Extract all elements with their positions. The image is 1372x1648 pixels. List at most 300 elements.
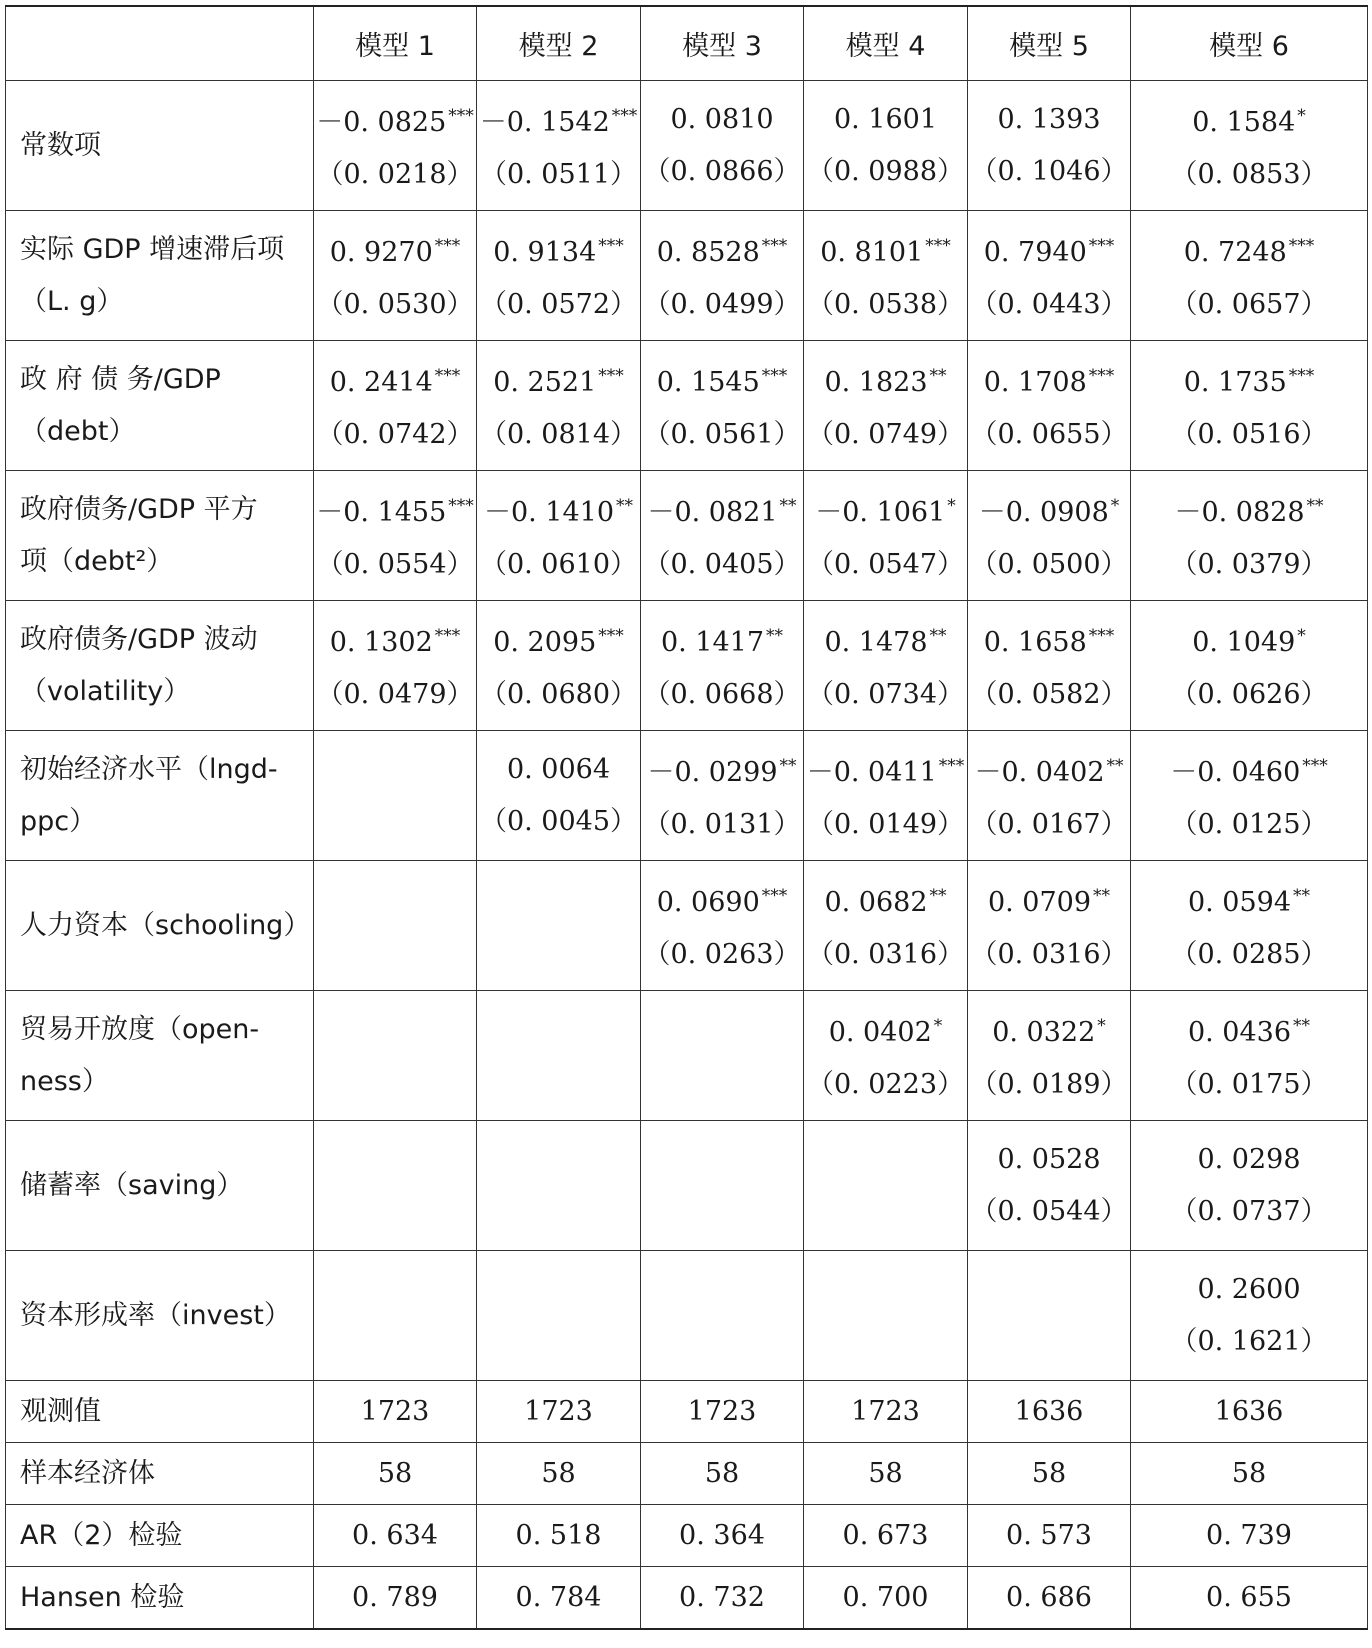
summary-value: 0. 634 <box>314 1505 477 1567</box>
header-row <box>6 6 1368 81</box>
coefficient-number: 0. 1708 <box>983 367 1087 398</box>
header-cell-model-1: 模型 1 <box>314 6 477 81</box>
summary-value: 0. 518 <box>477 1505 641 1567</box>
coefficient-number: 0. 1735 <box>1183 367 1287 398</box>
coefficient-value <box>641 94 803 146</box>
summary-row <box>6 1567 1368 1630</box>
coefficient-value <box>477 90 640 149</box>
coefficient-value <box>1131 220 1367 279</box>
coefficient-cell <box>641 211 804 341</box>
coefficient-value <box>968 740 1130 799</box>
row-label-line-1: 政 府 债 务/GDP <box>20 363 221 395</box>
standard-error: （0. 0443） <box>970 289 1128 320</box>
significance-stars: * <box>1297 106 1306 126</box>
significance-stars: ** <box>1106 756 1124 776</box>
significance-stars: ** <box>1093 886 1111 906</box>
coefficient-cell <box>804 341 968 471</box>
summary-value: 0. 732 <box>641 1567 804 1630</box>
coefficient-cell <box>1131 1251 1368 1381</box>
standard-error: （0. 0626） <box>1170 679 1328 710</box>
coefficient-value <box>641 740 803 799</box>
row-label-line-2: （L. g） <box>20 285 124 317</box>
coefficient-cell <box>804 991 968 1121</box>
significance-stars: *** <box>434 236 461 256</box>
coefficient-value <box>804 220 967 279</box>
coefficient-cell <box>477 1251 641 1381</box>
coefficient-cell <box>968 1251 1131 1381</box>
significance-stars: ** <box>616 496 634 516</box>
coefficient-number: 0. 8101 <box>820 237 924 268</box>
coefficient-cell <box>804 861 968 991</box>
coefficient-cell <box>477 211 641 341</box>
coefficient-value <box>477 610 640 669</box>
summary-label: Hansen 检验 <box>6 1567 314 1630</box>
coefficient-cell <box>641 991 804 1121</box>
coefficient-value <box>804 350 967 409</box>
row-label-line-1: 资本形成率（invest） <box>20 1299 291 1331</box>
significance-stars: ** <box>929 886 947 906</box>
coefficient-cell <box>314 1121 477 1251</box>
standard-error: （0. 0538） <box>806 289 965 320</box>
table-row <box>6 601 1368 731</box>
significance-stars: ** <box>1293 1016 1311 1036</box>
coefficient-value <box>641 350 803 409</box>
coefficient-cell <box>968 341 1131 471</box>
header-cell-model-5: 模型 5 <box>968 6 1131 81</box>
coefficient-cell <box>968 861 1131 991</box>
table-row <box>6 81 1368 211</box>
coefficient-number: 0. 2095 <box>493 627 597 658</box>
significance-stars: * <box>933 1016 943 1036</box>
coefficient-cell <box>804 731 968 861</box>
coefficient-value <box>477 744 640 796</box>
significance-stars: *** <box>1288 236 1315 256</box>
row-label-line-2: （volatility） <box>20 675 191 707</box>
coefficient-number: 0. 0436 <box>1187 1017 1292 1048</box>
coefficient-cell <box>314 1251 477 1381</box>
coefficient-cell <box>641 471 804 601</box>
row-label <box>6 1251 314 1381</box>
row-label-line-1: 政府债务/GDP 波动 <box>20 623 258 655</box>
significance-stars: *** <box>448 106 474 126</box>
coefficient-value <box>1131 350 1367 409</box>
coefficient-number: 0. 1601 <box>833 103 938 135</box>
coefficient-value <box>968 350 1130 409</box>
coefficient-value <box>641 220 803 279</box>
coefficient-value <box>1131 90 1367 149</box>
significance-stars: ** <box>1293 886 1311 906</box>
coefficient-value <box>1131 480 1367 539</box>
coefficient-number: 0. 7940 <box>983 237 1087 268</box>
coefficient-number: 0. 0528 <box>997 1143 1101 1175</box>
row-label <box>6 341 314 471</box>
summary-value: 58 <box>968 1443 1131 1505</box>
table-row <box>6 471 1368 601</box>
significance-stars: *** <box>434 626 461 646</box>
significance-stars: *** <box>1088 626 1115 646</box>
standard-error: （0. 0544） <box>970 1195 1128 1227</box>
coefficient-value <box>804 1000 967 1059</box>
coefficient-cell <box>477 471 641 601</box>
coefficient-value <box>968 1134 1130 1186</box>
summary-label: 样本经济体 <box>6 1443 314 1505</box>
summary-row <box>6 1381 1368 1443</box>
coefficient-value <box>314 480 476 539</box>
coefficient-number: 0. 1584 <box>1192 107 1296 138</box>
coefficient-number: 0. 0709 <box>987 887 1092 918</box>
header-cell-model-6: 模型 6 <box>1131 6 1368 81</box>
standard-error: （0. 0405） <box>643 549 801 580</box>
coefficient-value <box>804 870 967 929</box>
summary-value: 1723 <box>477 1381 641 1443</box>
coefficient-cell <box>968 1121 1131 1251</box>
summary-value: 58 <box>804 1443 968 1505</box>
coefficient-number: －0. 1061 <box>815 497 946 528</box>
coefficient-value <box>804 480 967 539</box>
coefficient-cell <box>477 341 641 471</box>
standard-error: （0. 0680） <box>479 679 638 710</box>
row-label-line-1: 人力资本（schooling） <box>20 909 311 941</box>
summary-row <box>6 1505 1368 1567</box>
coefficient-value <box>1131 870 1367 929</box>
coefficient-number: －0. 0821 <box>647 497 778 528</box>
coefficient-cell <box>804 81 968 211</box>
coefficient-value <box>641 610 803 669</box>
coefficient-cell <box>968 731 1131 861</box>
summary-value: 1723 <box>804 1381 968 1443</box>
coefficient-cell <box>641 1121 804 1251</box>
coefficient-number: －0. 1455 <box>316 497 447 528</box>
summary-label: AR（2）检验 <box>6 1505 314 1567</box>
coefficient-value <box>804 740 967 799</box>
coefficient-value <box>968 870 1130 929</box>
coefficient-number: 0. 1545 <box>656 367 760 398</box>
coefficient-number: 0. 7248 <box>1183 237 1287 268</box>
standard-error: （0. 0189） <box>970 1069 1128 1100</box>
row-label-line-1: 实际 GDP 增速滞后项 <box>20 233 285 265</box>
row-label-line-2: （debt） <box>20 415 136 447</box>
summary-value: 58 <box>477 1443 641 1505</box>
coefficient-number: 0. 1049 <box>1192 627 1296 658</box>
significance-stars: *** <box>938 756 965 776</box>
table-row <box>6 211 1368 341</box>
summary-value: 0. 573 <box>968 1505 1131 1567</box>
coefficient-cell <box>1131 211 1368 341</box>
coefficient-cell <box>477 861 641 991</box>
coefficient-number: 0. 1823 <box>824 367 928 398</box>
coefficient-cell <box>641 81 804 211</box>
standard-error: （0. 0167） <box>970 809 1128 840</box>
standard-error: （0. 0737） <box>1170 1195 1328 1227</box>
table-row <box>6 861 1368 991</box>
coefficient-number: 0. 0690 <box>656 887 760 918</box>
coefficient-value <box>968 1000 1130 1059</box>
coefficient-number: 0. 9134 <box>493 237 597 268</box>
row-label <box>6 211 314 341</box>
standard-error: （0. 0572） <box>479 289 638 320</box>
coefficient-cell <box>314 991 477 1121</box>
significance-stars: ** <box>929 626 947 646</box>
coefficient-cell <box>477 1121 641 1251</box>
significance-stars: * <box>1297 626 1306 646</box>
coefficient-cell <box>1131 471 1368 601</box>
standard-error: （0. 0516） <box>1170 419 1328 450</box>
coefficient-number: 0. 2414 <box>329 367 433 398</box>
significance-stars: *** <box>925 236 951 256</box>
significance-stars: ** <box>779 756 797 776</box>
coefficient-number: －0. 0908 <box>978 497 1109 528</box>
significance-stars: * <box>947 496 956 516</box>
significance-stars: *** <box>598 366 624 386</box>
header-cell-model-2: 模型 2 <box>477 6 641 81</box>
row-label <box>6 861 314 991</box>
row-label-line-1: 常数项 <box>20 129 101 161</box>
standard-error: （0. 0125） <box>1170 809 1328 840</box>
significance-stars: *** <box>611 106 638 126</box>
coefficient-number: 0. 0810 <box>670 103 774 135</box>
significance-stars: ** <box>929 366 947 386</box>
coefficient-number: 0. 8528 <box>656 237 760 268</box>
coefficient-number: 0. 1478 <box>824 627 928 658</box>
coefficient-value <box>968 220 1130 279</box>
standard-error: （0. 0988） <box>806 155 965 187</box>
standard-error: （0. 0547） <box>806 549 965 580</box>
row-label-line-2: ness） <box>20 1065 109 1097</box>
coefficient-number: －0. 0460 <box>1170 757 1301 788</box>
standard-error: （0. 0499） <box>643 289 801 320</box>
standard-error: （0. 0814） <box>479 419 638 450</box>
coefficient-rows <box>6 81 1368 1381</box>
summary-value: 0. 784 <box>477 1567 641 1630</box>
coefficient-cell <box>1131 341 1368 471</box>
summary-value: 58 <box>1131 1443 1368 1505</box>
coefficient-number: 0. 0322 <box>992 1017 1096 1048</box>
standard-error: （0. 1046） <box>970 155 1128 187</box>
standard-error: （0. 0285） <box>1170 939 1328 970</box>
coefficient-number: 0. 0064 <box>506 753 611 785</box>
coefficient-value <box>1131 1264 1367 1316</box>
standard-error: （0. 0263） <box>643 939 801 970</box>
coefficient-cell <box>804 601 968 731</box>
standard-error: （0. 0479） <box>316 679 474 710</box>
coefficient-cell <box>641 601 804 731</box>
table-row <box>6 1251 1368 1381</box>
standard-error: （0. 0582） <box>970 679 1128 710</box>
coefficient-number: －0. 0828 <box>1174 497 1305 528</box>
row-label-line-1: 贸易开放度（open- <box>20 1013 260 1045</box>
summary-row <box>6 1443 1368 1505</box>
coefficient-cell <box>804 1121 968 1251</box>
coefficient-value <box>477 220 640 279</box>
coefficient-cell <box>968 471 1131 601</box>
coefficient-number: 0. 9270 <box>329 237 433 268</box>
coefficient-cell <box>314 81 477 211</box>
coefficient-value <box>1131 610 1367 669</box>
standard-error: （0. 0175） <box>1170 1069 1328 1100</box>
header-cell-model-3: 模型 3 <box>641 6 804 81</box>
coefficient-value <box>804 610 967 669</box>
summary-value: 0. 364 <box>641 1505 804 1567</box>
standard-error: （0. 0610） <box>479 549 638 580</box>
standard-error: （0. 1621） <box>1170 1325 1328 1357</box>
coefficient-value <box>1131 1000 1367 1059</box>
coefficient-number: 0. 2600 <box>1197 1273 1301 1305</box>
standard-error: （0. 0379） <box>1170 549 1328 580</box>
standard-error: （0. 0316） <box>970 939 1128 970</box>
coefficient-cell <box>1131 861 1368 991</box>
coefficient-number: 0. 2521 <box>493 367 597 398</box>
coefficient-number: －0. 1542 <box>479 107 610 138</box>
coefficient-value <box>641 870 803 929</box>
coefficient-number: －0. 0299 <box>647 757 778 788</box>
coefficient-cell <box>1131 1121 1368 1251</box>
coefficient-value <box>968 480 1130 539</box>
coefficient-cell <box>804 471 968 601</box>
coefficient-cell <box>1131 731 1368 861</box>
row-label-line-1: 储蓄率（saving） <box>20 1169 244 1201</box>
coefficient-value <box>314 610 476 669</box>
summary-value: 0. 789 <box>314 1567 477 1630</box>
coefficient-number: 0. 1658 <box>983 627 1087 658</box>
coefficient-cell <box>968 81 1131 211</box>
row-label <box>6 1121 314 1251</box>
standard-error: （0. 0218） <box>316 159 474 190</box>
coefficient-cell <box>968 601 1131 731</box>
row-label-line-1: 政府债务/GDP 平方 <box>20 493 258 525</box>
row-label <box>6 731 314 861</box>
row-label <box>6 991 314 1121</box>
coefficient-value <box>1131 1134 1367 1186</box>
coefficient-cell <box>314 601 477 731</box>
summary-value: 58 <box>641 1443 804 1505</box>
coefficient-value <box>1131 740 1367 799</box>
coefficient-number: 0. 1417 <box>660 627 765 658</box>
significance-stars: *** <box>1088 366 1115 386</box>
coefficient-value <box>641 480 803 539</box>
significance-stars: * <box>1097 1016 1106 1036</box>
coefficient-cell <box>641 861 804 991</box>
significance-stars: *** <box>598 236 624 256</box>
coefficient-cell <box>314 861 477 991</box>
coefficient-cell <box>1131 81 1368 211</box>
significance-stars: *** <box>761 366 788 386</box>
standard-error: （0. 0316） <box>806 939 965 970</box>
row-label <box>6 471 314 601</box>
table-row <box>6 341 1368 471</box>
coefficient-cell <box>477 81 641 211</box>
coefficient-value <box>314 350 476 409</box>
significance-stars: *** <box>1288 366 1315 386</box>
coefficient-cell <box>477 991 641 1121</box>
coefficient-cell <box>1131 991 1368 1121</box>
standard-error: （0. 0853） <box>1170 159 1328 190</box>
row-label <box>6 601 314 731</box>
coefficient-number: 0. 0298 <box>1197 1143 1301 1175</box>
row-label-line-2: 项（debt²） <box>20 545 174 577</box>
coefficient-number: －0. 0402 <box>974 757 1105 788</box>
summary-value: 1723 <box>641 1381 804 1443</box>
standard-error: （0. 0657） <box>1170 289 1328 320</box>
summary-value: 1636 <box>1131 1381 1368 1443</box>
coefficient-number: －0. 0825 <box>316 107 447 138</box>
summary-value: 0. 739 <box>1131 1505 1368 1567</box>
standard-error: （0. 0045） <box>479 805 638 837</box>
coefficient-cell <box>314 471 477 601</box>
coefficient-number: 0. 0402 <box>828 1017 932 1048</box>
coefficient-cell <box>314 731 477 861</box>
significance-stars: *** <box>761 236 788 256</box>
regression-table <box>5 5 1368 1630</box>
standard-error: （0. 0131） <box>643 809 801 840</box>
coefficient-cell <box>1131 601 1368 731</box>
coefficient-cell <box>968 211 1131 341</box>
standard-error: （0. 0668） <box>643 679 801 710</box>
coefficient-value <box>968 94 1130 146</box>
coefficient-value <box>804 94 967 146</box>
summary-rows <box>6 1381 1368 1630</box>
standard-error: （0. 0742） <box>316 419 474 450</box>
standard-error: （0. 0866） <box>643 155 801 187</box>
table-row <box>6 1121 1368 1251</box>
coefficient-cell <box>804 211 968 341</box>
coefficient-number: 0. 0682 <box>824 887 928 918</box>
significance-stars: ** <box>766 626 784 646</box>
standard-error: （0. 0530） <box>316 289 474 320</box>
summary-value: 1636 <box>968 1381 1131 1443</box>
significance-stars: *** <box>434 366 461 386</box>
significance-stars: *** <box>761 886 788 906</box>
significance-stars: *** <box>1088 236 1115 256</box>
coefficient-cell <box>641 341 804 471</box>
coefficient-number: 0. 1393 <box>997 103 1101 135</box>
row-label-line-2: ppc） <box>20 805 97 837</box>
coefficient-cell <box>477 731 641 861</box>
significance-stars: *** <box>448 496 474 516</box>
header-cell-0 <box>6 6 314 81</box>
coefficient-value <box>477 480 640 539</box>
standard-error: （0. 0223） <box>806 1069 965 1100</box>
standard-error: （0. 0500） <box>970 549 1128 580</box>
coefficient-cell <box>968 991 1131 1121</box>
coefficient-number: 0. 1302 <box>329 627 433 658</box>
coefficient-cell <box>314 211 477 341</box>
summary-value: 1723 <box>314 1381 477 1443</box>
table-row <box>6 991 1368 1121</box>
coefficient-value <box>477 350 640 409</box>
summary-value: 0. 673 <box>804 1505 968 1567</box>
significance-stars: *** <box>598 626 624 646</box>
standard-error: （0. 0655） <box>970 419 1128 450</box>
summary-label: 观测值 <box>6 1381 314 1443</box>
coefficient-number: 0. 0594 <box>1187 887 1292 918</box>
standard-error: （0. 0734） <box>806 679 965 710</box>
coefficient-cell <box>314 341 477 471</box>
table-row <box>6 731 1368 861</box>
standard-error: （0. 0749） <box>806 419 965 450</box>
summary-value: 0. 700 <box>804 1567 968 1630</box>
coefficient-cell <box>641 1251 804 1381</box>
summary-value: 0. 686 <box>968 1567 1131 1630</box>
standard-error: （0. 0554） <box>316 549 474 580</box>
coefficient-cell <box>804 1251 968 1381</box>
coefficient-cell <box>641 731 804 861</box>
standard-error: （0. 0561） <box>643 419 801 450</box>
header-cell-model-4: 模型 4 <box>804 6 968 81</box>
coefficient-number: －0. 0411 <box>806 757 937 788</box>
row-label <box>6 81 314 211</box>
summary-value: 58 <box>314 1443 477 1505</box>
significance-stars: *** <box>1302 756 1328 776</box>
